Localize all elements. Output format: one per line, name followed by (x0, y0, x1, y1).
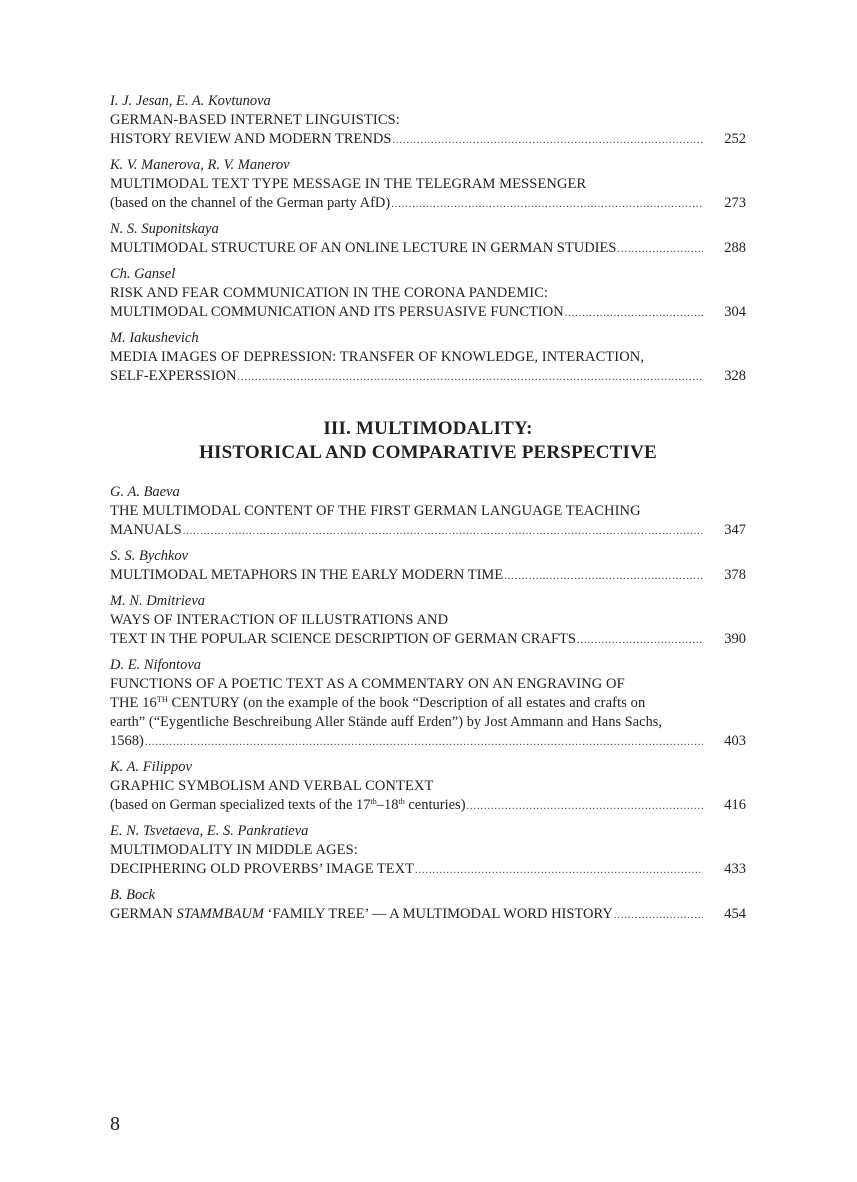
entry-title-fragment: THE 16 (110, 695, 157, 711)
entry-title-line: MULTIMODAL TEXT TYPE MESSAGE IN THE TELEGRAM MESSENGER (110, 176, 587, 192)
dot-leader (504, 567, 703, 586)
entry-title-italic: STAMMBAUM (176, 906, 264, 922)
entry-page-number: 328 (724, 368, 746, 384)
entry-page-number: 454 (724, 906, 746, 922)
entry-title-text: TEXT IN THE POPULAR SCIENCE DESCRIPTION OF GERMAN CRAFTS (110, 631, 576, 647)
entry-title-fragment: –18 (376, 797, 399, 813)
entry-title-last (110, 860, 746, 880)
entry-title-last (110, 566, 746, 586)
entry-title-last (110, 521, 746, 541)
entry-title-last (110, 239, 746, 259)
entry-title-fragment: GERMAN (110, 906, 177, 922)
table-of-contents (110, 92, 746, 931)
entry-author: Ch. Gansel (110, 266, 176, 282)
entry-title-fragment: centuries) (404, 797, 466, 813)
entry-title-line: earth” (“Eygentliche Beschreibung Aller Stände auff Erden”) by Jost Ammann and Hans Sachs, (110, 714, 663, 730)
entry-author: K. A. Filippov (110, 759, 192, 775)
entry-page-number: 304 (724, 304, 746, 320)
entry-title-text: MULTIMODAL STRUCTURE OF AN ONLINE LECTURE IN GERMAN STUDIES (110, 240, 617, 256)
entry-title-last (110, 905, 746, 925)
dot-leader (145, 733, 703, 752)
dot-leader (391, 195, 703, 214)
superscript: th (370, 797, 377, 806)
superscript: TH (156, 695, 168, 704)
entry-title-last (110, 303, 746, 323)
entry-author: M. N. Dmitrieva (110, 593, 206, 609)
toc-entry (110, 886, 746, 925)
entry-title-text (110, 796, 466, 815)
dot-leader (467, 797, 703, 816)
toc-entry (110, 483, 746, 541)
entry-title-line: THE MULTIMODAL CONTENT OF THE FIRST GERMAN LANGUAGE TEACHING (110, 503, 641, 519)
entry-title-line: GERMAN-BASED INTERNET LINGUISTICS: (110, 112, 400, 128)
entry-title-last (110, 630, 746, 650)
dot-leader (238, 368, 704, 387)
dot-leader (614, 906, 703, 925)
entry-title-text: DECIPHERING OLD PROVERBS’ IMAGE TEXT (110, 861, 414, 877)
entry-page-number: 416 (724, 797, 746, 813)
entry-title-line: RISK AND FEAR COMMUNICATION IN THE CORONA PANDEMIC: (110, 285, 549, 301)
entry-title-line: FUNCTIONS OF A POETIC TEXT AS A COMMENTARY ON AN ENGRAVING OF (110, 676, 625, 692)
dot-leader (565, 304, 703, 323)
entry-author: M. Iakushevich (110, 330, 199, 346)
entry-author: I. J. Jesan, E. A. Kovtunova (110, 93, 271, 109)
superscript: th (398, 797, 405, 806)
entry-title-line (110, 694, 746, 713)
entry-page-number: 252 (724, 131, 746, 147)
section-heading-line-1: III. MULTIMODALITY: (323, 418, 533, 439)
entry-title-line: WAYS OF INTERACTION OF ILLUSTRATIONS AND (110, 612, 449, 628)
entry-author: K. V. Manerova, R. V. Manerov (110, 157, 290, 173)
entry-title-last (110, 732, 746, 752)
entry-title-fragment: CENTURY (on the example of the book “Description of all estates and crafts on (167, 695, 646, 711)
entry-author: G. A. Baeva (110, 484, 180, 500)
entry-page-number: 433 (724, 861, 746, 877)
entry-author: B. Bock (110, 887, 156, 903)
entry-title-last (110, 130, 746, 150)
toc-entry (110, 758, 746, 816)
dot-leader (415, 861, 703, 880)
entry-title-last (110, 796, 746, 816)
toc-entry (110, 265, 746, 323)
entry-title-line: MEDIA IMAGES OF DEPRESSION: TRANSFER OF KNOWLEDGE, INTERACTION, (110, 349, 645, 365)
entry-title-text (110, 905, 613, 924)
toc-entry (110, 329, 746, 387)
entry-author: D. E. Nifontova (110, 657, 202, 673)
entry-page-number: 403 (724, 733, 746, 749)
entry-title-text: (based on the channel of the German party AfD) (110, 195, 391, 211)
entry-author: S. S. Bychkov (110, 548, 189, 564)
entry-title-line: GRAPHIC SYMBOLISM AND VERBAL CONTEXT (110, 778, 434, 794)
toc-entry (110, 547, 746, 586)
entry-title-text: MULTIMODAL METAPHORS IN THE EARLY MODERN TIME (110, 567, 504, 583)
toc-entry (110, 822, 746, 880)
entry-title-text: MANUALS (110, 522, 182, 538)
entry-title-last (110, 194, 746, 214)
entry-title-fragment: (based on German specialized texts of the 17 (110, 797, 371, 813)
dot-leader (577, 631, 703, 650)
entry-title-line: MULTIMODALITY IN MIDDLE AGES: (110, 842, 358, 858)
section-heading (110, 417, 746, 465)
toc-entry (110, 656, 746, 752)
dot-leader (392, 131, 703, 150)
entry-author: N. S. Suponitskaya (110, 221, 219, 237)
entry-title-text: HISTORY REVIEW AND MODERN TRENDS (110, 131, 392, 147)
section-heading-line-2: HISTORICAL AND COMPARATIVE PERSPECTIVE (199, 442, 657, 463)
dot-leader (183, 522, 703, 541)
entry-author: E. N. Tsvetaeva, E. S. Pankratieva (110, 823, 309, 839)
entry-page-number: 347 (724, 522, 746, 538)
page-number: 8 (110, 1113, 120, 1135)
entry-title-fragment: ‘FAMILY TREE’ — A MULTIMODAL WORD HISTORY (264, 906, 613, 922)
entry-page-number: 273 (724, 195, 746, 211)
entry-title-last (110, 367, 746, 387)
entry-page-number: 378 (724, 567, 746, 583)
entry-title-text: SELF-EXPERSSION (110, 368, 237, 384)
toc-entry (110, 220, 746, 259)
toc-entry (110, 592, 746, 650)
entry-title-text: MULTIMODAL COMMUNICATION AND ITS PERSUASIVE FUNCTION (110, 304, 564, 320)
entry-title-text: 1568) (110, 733, 144, 749)
entry-page-number: 288 (724, 240, 746, 256)
toc-entry (110, 156, 746, 214)
dot-leader (617, 240, 703, 259)
entry-page-number: 390 (724, 631, 746, 647)
toc-entry (110, 92, 746, 150)
